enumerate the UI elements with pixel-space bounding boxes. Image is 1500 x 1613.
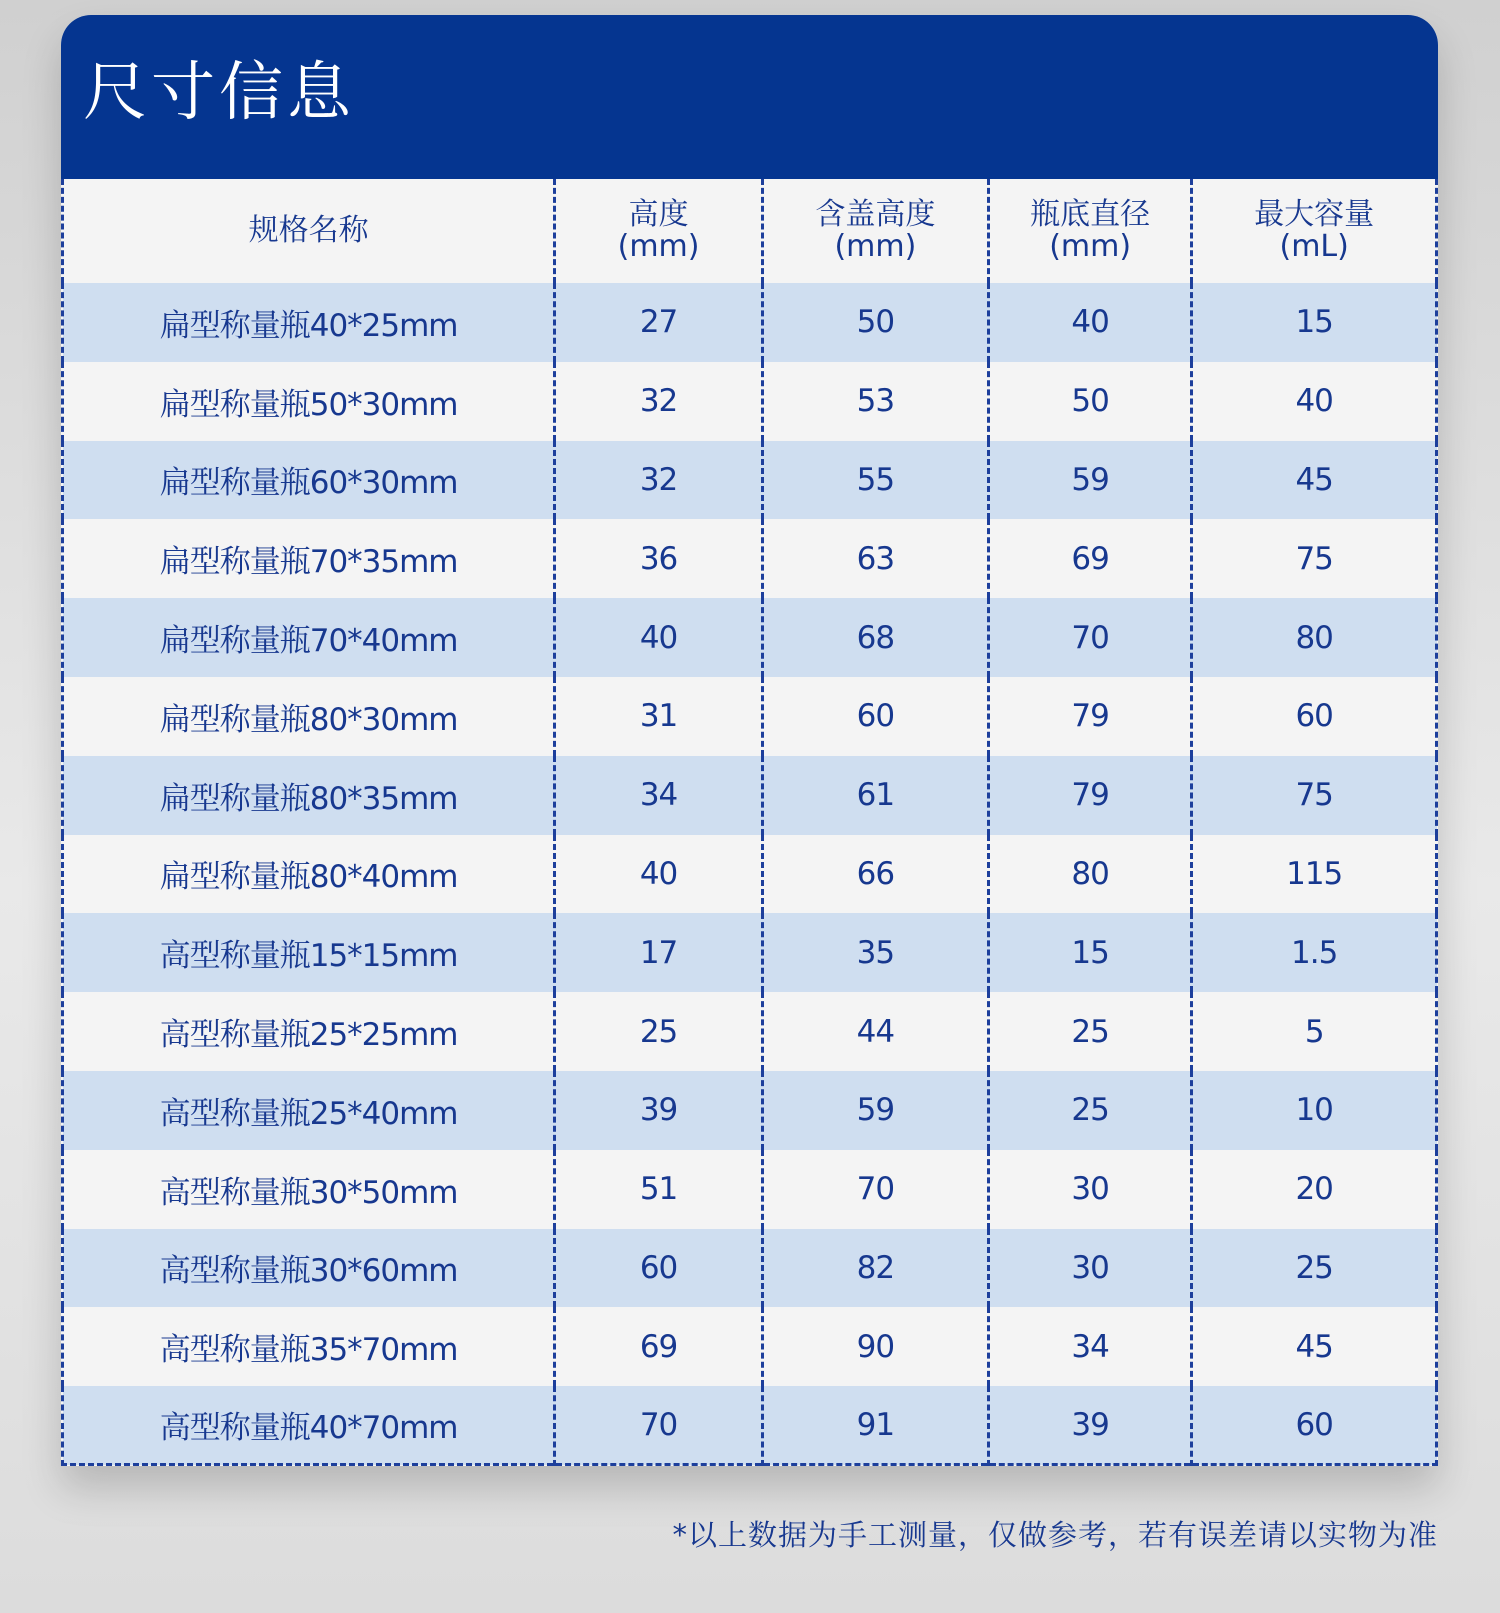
cell-spec-name: 扁型称量瓶70*35mm bbox=[63, 519, 555, 598]
cell-max-capacity: 1.5 bbox=[1192, 913, 1437, 992]
cell-height-with-lid: 68 bbox=[762, 598, 988, 677]
cell-spec-name: 高型称量瓶30*50mm bbox=[63, 1150, 555, 1229]
cell-max-capacity: 80 bbox=[1192, 598, 1437, 677]
table-body bbox=[63, 283, 1437, 1465]
column-header-unit: (mm) bbox=[834, 229, 917, 264]
cell-base-diameter: 70 bbox=[988, 598, 1191, 677]
table-row bbox=[63, 362, 1437, 441]
cell-height: 32 bbox=[555, 441, 763, 520]
header-row bbox=[63, 179, 1437, 283]
cell-base-diameter: 59 bbox=[988, 441, 1191, 520]
page-title: 尺寸信息 bbox=[83, 56, 355, 130]
table-row bbox=[63, 1071, 1437, 1150]
table-row bbox=[63, 519, 1437, 598]
cell-spec-name: 扁型称量瓶60*30mm bbox=[63, 441, 555, 520]
column-header-base-diameter bbox=[988, 179, 1191, 283]
cell-height: 36 bbox=[555, 519, 763, 598]
cell-base-diameter: 25 bbox=[988, 992, 1191, 1071]
table-row bbox=[63, 992, 1437, 1071]
cell-base-diameter: 69 bbox=[988, 519, 1191, 598]
cell-max-capacity: 15 bbox=[1192, 283, 1437, 362]
column-header-height-with-lid bbox=[762, 179, 988, 283]
table-row bbox=[63, 1229, 1437, 1308]
cell-spec-name: 扁型称量瓶70*40mm bbox=[63, 598, 555, 677]
table-row bbox=[63, 913, 1437, 992]
column-header-unit: (mm) bbox=[617, 229, 700, 264]
cell-height: 69 bbox=[555, 1307, 763, 1386]
cell-spec-name: 扁型称量瓶50*30mm bbox=[63, 362, 555, 441]
cell-height-with-lid: 70 bbox=[762, 1150, 988, 1229]
table-row bbox=[63, 441, 1437, 520]
cell-base-diameter: 30 bbox=[988, 1229, 1191, 1308]
cell-height: 40 bbox=[555, 598, 763, 677]
cell-max-capacity: 45 bbox=[1192, 1307, 1437, 1386]
cell-spec-name: 高型称量瓶40*70mm bbox=[63, 1386, 555, 1465]
cell-max-capacity: 25 bbox=[1192, 1229, 1437, 1308]
cell-spec-name: 扁型称量瓶80*35mm bbox=[63, 756, 555, 835]
cell-spec-name: 高型称量瓶15*15mm bbox=[63, 913, 555, 992]
cell-spec-name: 扁型称量瓶80*40mm bbox=[63, 835, 555, 914]
cell-height: 31 bbox=[555, 677, 763, 756]
cell-height-with-lid: 59 bbox=[762, 1071, 988, 1150]
card-header bbox=[61, 15, 1438, 179]
cell-max-capacity: 45 bbox=[1192, 441, 1437, 520]
cell-max-capacity: 115 bbox=[1192, 835, 1437, 914]
cell-height-with-lid: 82 bbox=[762, 1229, 988, 1308]
column-header-height bbox=[555, 179, 763, 283]
cell-spec-name: 扁型称量瓶80*30mm bbox=[63, 677, 555, 756]
column-header-max-capacity bbox=[1192, 179, 1437, 283]
cell-max-capacity: 5 bbox=[1192, 992, 1437, 1071]
cell-max-capacity: 20 bbox=[1192, 1150, 1437, 1229]
column-header-label: 瓶底直径 bbox=[1030, 197, 1151, 233]
cell-base-diameter: 80 bbox=[988, 835, 1191, 914]
cell-height-with-lid: 44 bbox=[762, 992, 988, 1071]
column-header-label: 最大容量 bbox=[1254, 197, 1375, 233]
cell-spec-name: 高型称量瓶25*25mm bbox=[63, 992, 555, 1071]
cell-height-with-lid: 50 bbox=[762, 283, 988, 362]
cell-base-diameter: 30 bbox=[988, 1150, 1191, 1229]
cell-height-with-lid: 55 bbox=[762, 441, 988, 520]
footnote: *以上数据为手工测量，仅做参考，若有误差请以实物为准 bbox=[672, 1518, 1438, 1552]
cell-height-with-lid: 90 bbox=[762, 1307, 988, 1386]
cell-base-diameter: 15 bbox=[988, 913, 1191, 992]
cell-height-with-lid: 66 bbox=[762, 835, 988, 914]
cell-height-with-lid: 35 bbox=[762, 913, 988, 992]
cell-base-diameter: 79 bbox=[988, 756, 1191, 835]
cell-base-diameter: 34 bbox=[988, 1307, 1191, 1386]
column-header-unit: (mL) bbox=[1279, 229, 1349, 264]
cell-height: 27 bbox=[555, 283, 763, 362]
cell-base-diameter: 40 bbox=[988, 283, 1191, 362]
cell-base-diameter: 25 bbox=[988, 1071, 1191, 1150]
column-header-label: 规格名称 bbox=[248, 213, 369, 249]
cell-height: 34 bbox=[555, 756, 763, 835]
column-header-unit: (mm) bbox=[1049, 229, 1132, 264]
cell-base-diameter: 39 bbox=[988, 1386, 1191, 1465]
cell-max-capacity: 60 bbox=[1192, 1386, 1437, 1465]
cell-max-capacity: 60 bbox=[1192, 677, 1437, 756]
column-header-label: 含盖高度 bbox=[815, 197, 936, 233]
table-row bbox=[63, 1307, 1437, 1386]
column-header-label: 高度 bbox=[628, 197, 689, 233]
cell-max-capacity: 75 bbox=[1192, 756, 1437, 835]
size-table bbox=[61, 179, 1438, 1466]
cell-base-diameter: 50 bbox=[988, 362, 1191, 441]
cell-height-with-lid: 61 bbox=[762, 756, 988, 835]
cell-max-capacity: 10 bbox=[1192, 1071, 1437, 1150]
cell-spec-name: 高型称量瓶30*60mm bbox=[63, 1229, 555, 1308]
cell-height: 25 bbox=[555, 992, 763, 1071]
table-row bbox=[63, 598, 1437, 677]
cell-spec-name: 高型称量瓶25*40mm bbox=[63, 1071, 555, 1150]
table-row bbox=[63, 756, 1437, 835]
cell-height-with-lid: 60 bbox=[762, 677, 988, 756]
cell-base-diameter: 79 bbox=[988, 677, 1191, 756]
cell-height: 32 bbox=[555, 362, 763, 441]
table-row bbox=[63, 1386, 1437, 1465]
cell-height: 40 bbox=[555, 835, 763, 914]
table-row bbox=[63, 283, 1437, 362]
size-info-card bbox=[61, 15, 1438, 1466]
table-row bbox=[63, 677, 1437, 756]
table-row bbox=[63, 1150, 1437, 1229]
cell-height: 70 bbox=[555, 1386, 763, 1465]
cell-height-with-lid: 53 bbox=[762, 362, 988, 441]
cell-height-with-lid: 91 bbox=[762, 1386, 988, 1465]
cell-max-capacity: 75 bbox=[1192, 519, 1437, 598]
cell-height: 60 bbox=[555, 1229, 763, 1308]
column-header-spec-name bbox=[63, 179, 555, 283]
cell-spec-name: 高型称量瓶35*70mm bbox=[63, 1307, 555, 1386]
cell-height: 51 bbox=[555, 1150, 763, 1229]
table-header bbox=[63, 179, 1437, 283]
cell-height: 39 bbox=[555, 1071, 763, 1150]
cell-height-with-lid: 63 bbox=[762, 519, 988, 598]
cell-max-capacity: 40 bbox=[1192, 362, 1437, 441]
cell-spec-name: 扁型称量瓶40*25mm bbox=[63, 283, 555, 362]
cell-height: 17 bbox=[555, 913, 763, 992]
table-row bbox=[63, 835, 1437, 914]
